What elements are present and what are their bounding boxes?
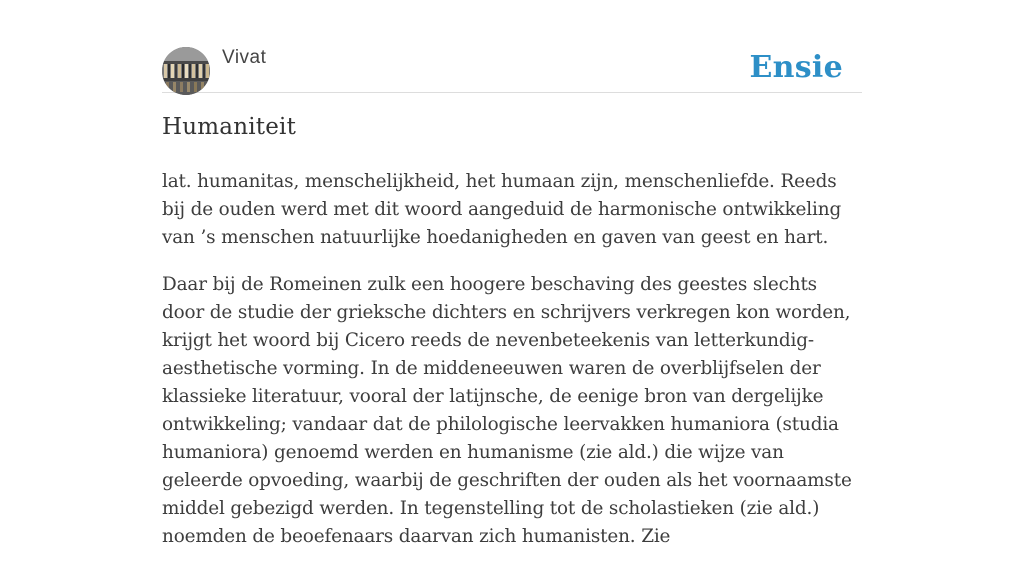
bookshelf-avatar-icon [162,47,210,95]
article-paragraph: Daar bij de Romeinen zulk een hoogere beschaving des geestes slechts door de studie der grieksche dichters en schrijvers verkregen kon worden, krijgt het woord bij Cicero reeds de nevenbeteekenis van letterkundig-aesthetische vorming. In de middeneeuwen waren de overblijfselen der klassieke literatuur, vooral der latijnsche, de eenige bron van dergelijke ontwikkeling; vandaar dat de philologische leervakken humaniora (studia humaniora) genoemd werden en humanisme (zie ald.) die wijze van geleerde opvoeding, waarbij de geschriften der ouden als het voornaamste middel gebezigd werden. In tegenstelling tot de scholastieken (zie ald.) noemden de beoefenaars daarvan zich humanisten. Zie [162,274,852,547]
article-body [162,168,862,570]
author-name[interactable]: Vivat [222,47,267,68]
author-avatar[interactable] [162,47,210,95]
article-title: Humaniteit [162,114,297,140]
article-page [162,0,862,547]
article-paragraph: lat. humanitas, menschelijkheid, het humaan zijn, menschenliefde. Reeds bij de ouden werd met dit woord aangeduid de harmonische ontwikkeling van ’s menschen natuurlijke hoedanigheden en gaven van geest en hart. [162,171,842,248]
article-header [162,46,862,93]
site-logo[interactable]: Ensie [749,50,843,85]
